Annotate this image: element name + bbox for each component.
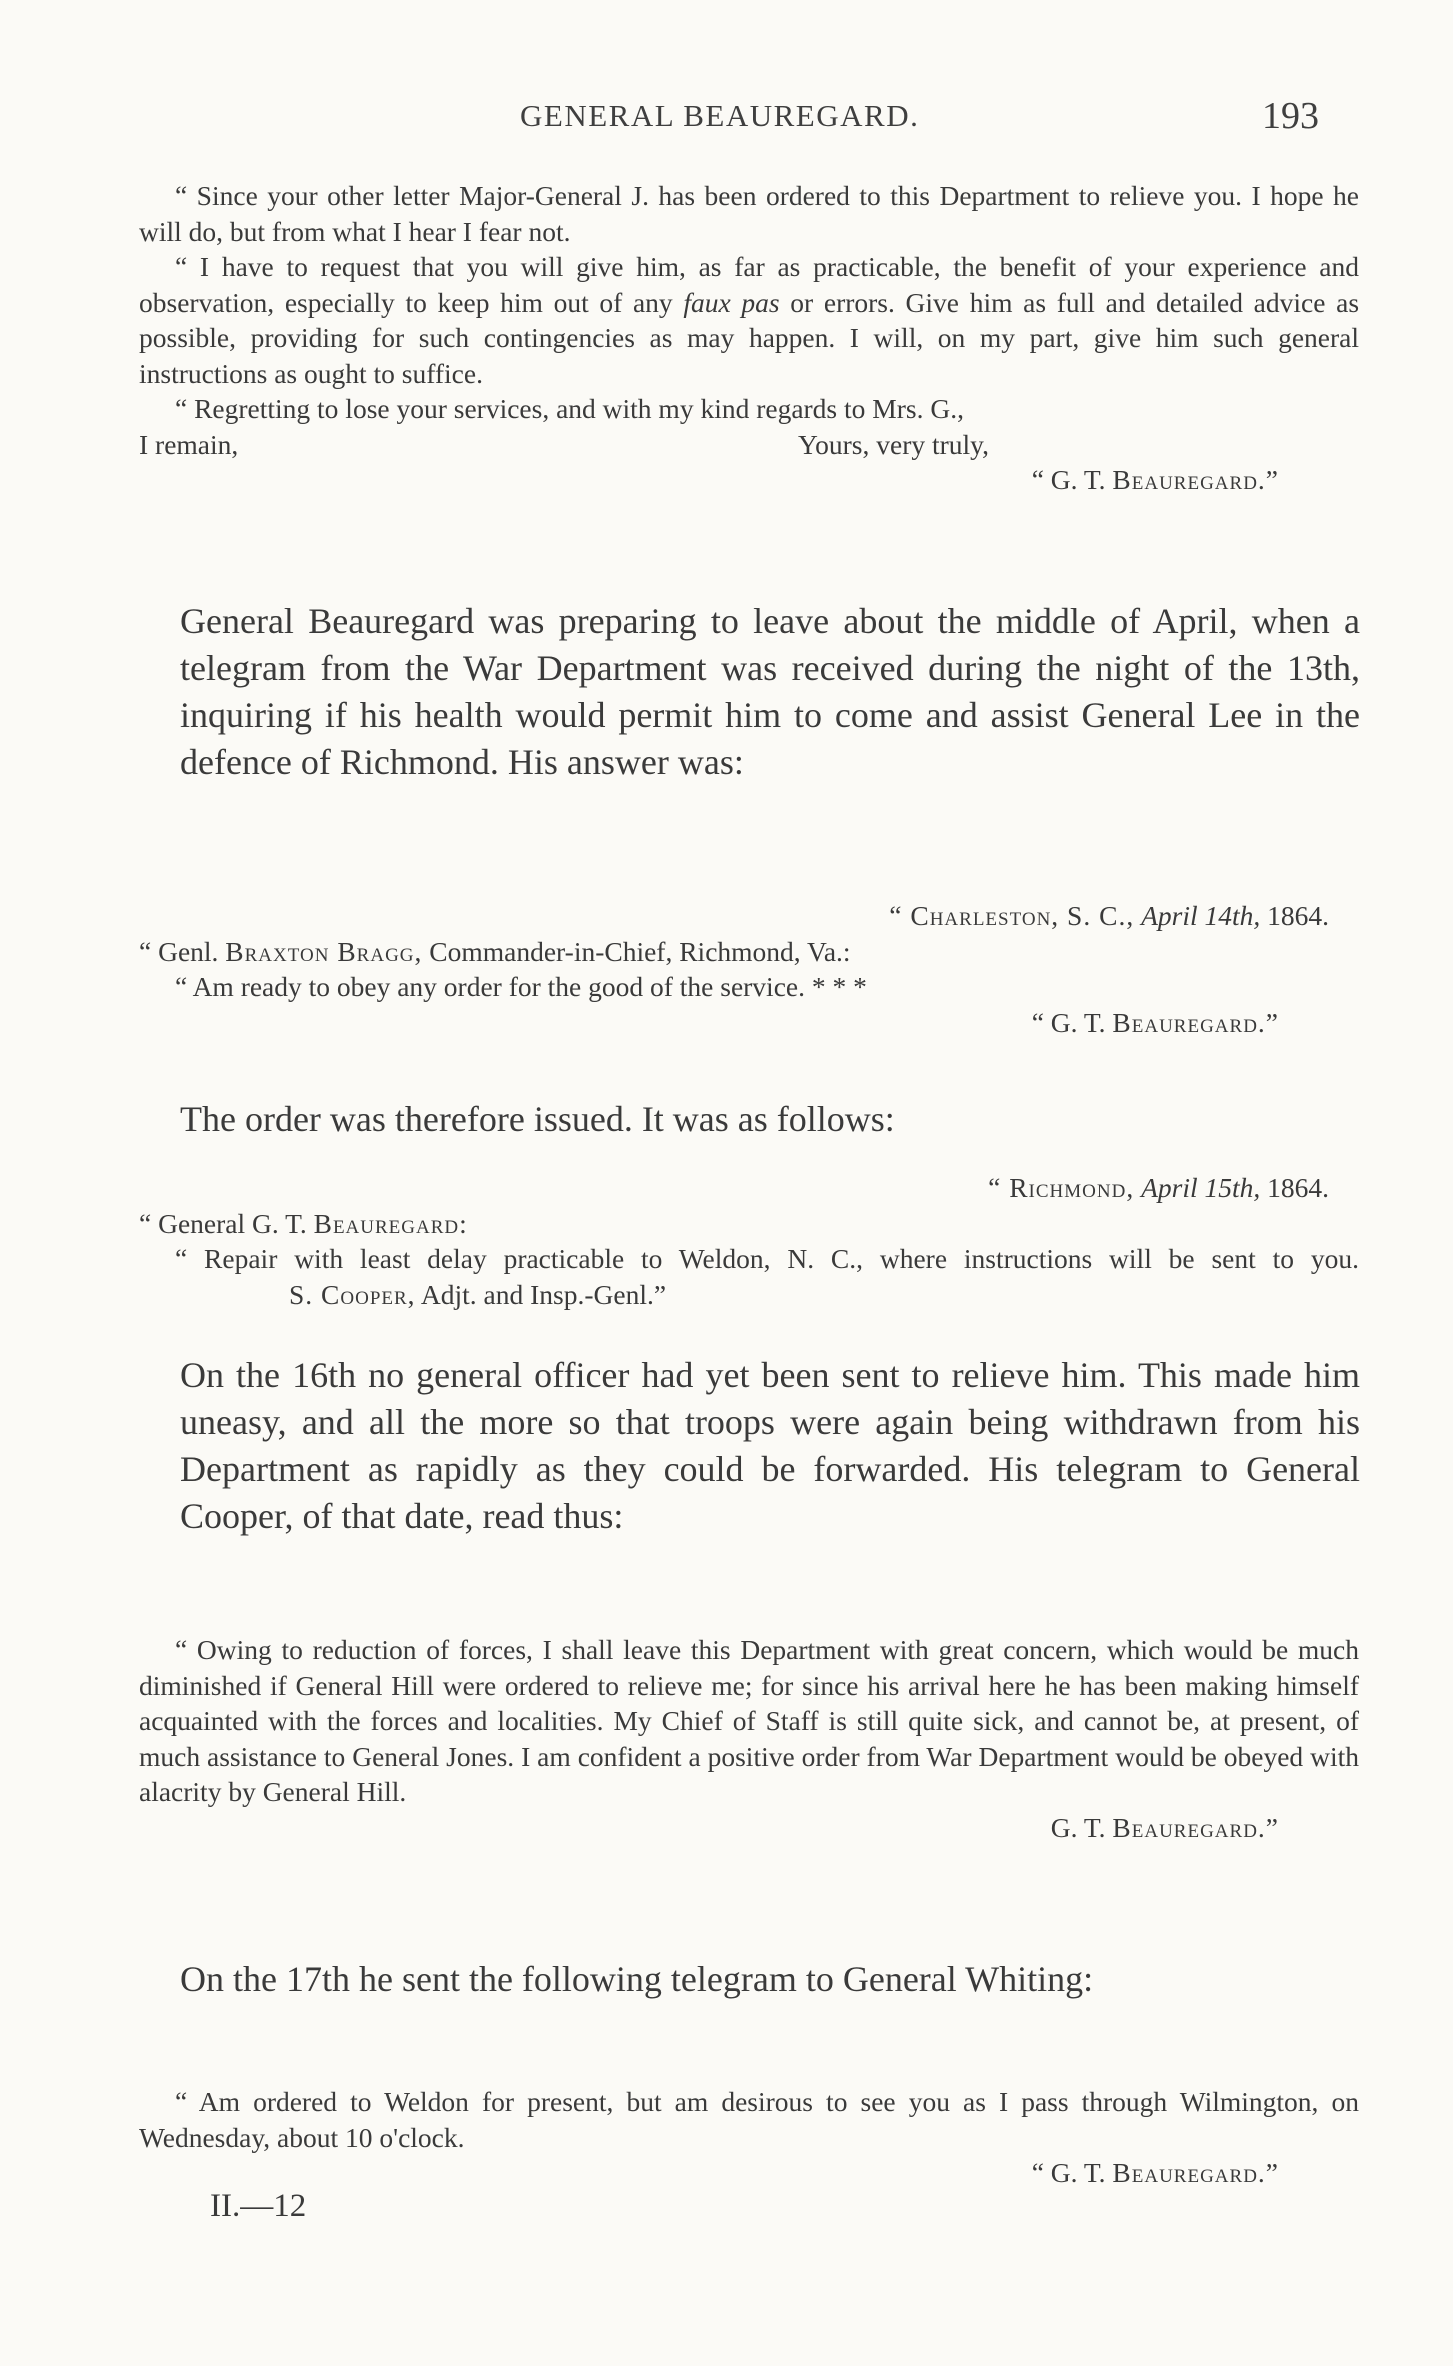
telegram-signature: “ G. T. Beauregard.” xyxy=(1031,1006,1279,1038)
telegram-quote xyxy=(139,2084,1359,2191)
body-paragraph: On the 16th no general officer had yet been sent to relieve him. This made him uneasy, and all the more so that troops were again being withdrawn from his Department as rapidly as they could be forwarded. His telegram to General Cooper, of that date, read thus: xyxy=(180,1355,1360,1536)
letter-paragraph: “ I have to request that you will give him, as far as practicable, the benefit of your experience and observation, especially to keep him out of any faux pas or errors. Give him as full and detailed advice as possible, providing for such contingencies as may happen. I will, on my part, give him such general instructions as ought to suffice. xyxy=(139,251,1360,389)
telegram-quote xyxy=(139,898,1359,1040)
running-title: GENERAL BEAUREGARD. xyxy=(520,98,920,133)
telegram-quote xyxy=(139,1170,1359,1312)
telegram-body: “ Am ready to obey any order for the good of the service. * * * xyxy=(175,971,867,1002)
letter-signature: “ G. T. Beauregard.” xyxy=(1031,464,1279,495)
letter-paragraph: “ Since your other letter Major-General J. has been ordered to this Department to relieve you. I hope he will do, but from what I hear I fear not. xyxy=(139,180,1359,247)
telegram-signature: “ G. T. Beauregard.” xyxy=(1031,2157,1279,2188)
page-number: 193 xyxy=(1262,95,1319,137)
telegram-dateline: “ Charleston, S. C., April 14th, 1864. xyxy=(889,900,1329,931)
telegram-address: “ Genl. Braxton Bragg, Commander-in-Chief, Richmond, Va.: xyxy=(139,935,851,967)
telegram-signature: G. T. Beauregard.” xyxy=(1050,1811,1279,1843)
closing-remain: I remain, xyxy=(139,428,239,460)
telegram-body: “ Repair with least delay practicable to Weldon, N. C., where instructions will be sent to you. S. Cooper, Adjt. and Insp.-Genl.” xyxy=(175,1243,1359,1310)
telegram-body: “ Am ordered to Weldon for present, but am desirous to see you as I pass through Wilmington, on Wednesday, about 10 o'clock. xyxy=(139,2086,1359,2153)
body-paragraph: The order was therefore issued. It was as follows: xyxy=(180,1099,895,1139)
letter-paragraph: “ Regretting to lose your services, and with my kind regards to Mrs. G., xyxy=(175,393,964,424)
closing-yours: Yours, very truly, xyxy=(798,428,989,460)
telegram-body: “ Owing to reduction of forces, I shall leave this Department with great concern, which would be much diminished if General Hill were ordered to relieve me; for since his arrival here he has been making himself acquainted with the forces and localities. My Chief of Staff is still quite sick, and cannot be, at present, of much assistance to General Jones. I am confident a positive order from War Department would be obeyed with alacrity by General Hill. xyxy=(139,1634,1359,1807)
letter-closing xyxy=(139,427,1249,463)
body-paragraph: On the 17th he sent the following telegram to General Whiting: xyxy=(180,1959,1094,1999)
telegram-address: “ General G. T. Beauregard: xyxy=(139,1207,468,1239)
telegram-dateline: “ Richmond, April 15th, 1864. xyxy=(988,1172,1329,1203)
letter-quote xyxy=(139,178,1359,498)
body-paragraph: General Beauregard was preparing to leave about the middle of April, when a telegram from the War Department was received during the night of the 13th, inquiring if his health would permit him to come and assist General Lee in the defence of Richmond. His answer was: xyxy=(180,601,1360,782)
page-header xyxy=(0,94,1453,144)
signature-mark: II.—12 xyxy=(210,2188,307,2224)
telegram-quote xyxy=(139,1632,1359,1845)
